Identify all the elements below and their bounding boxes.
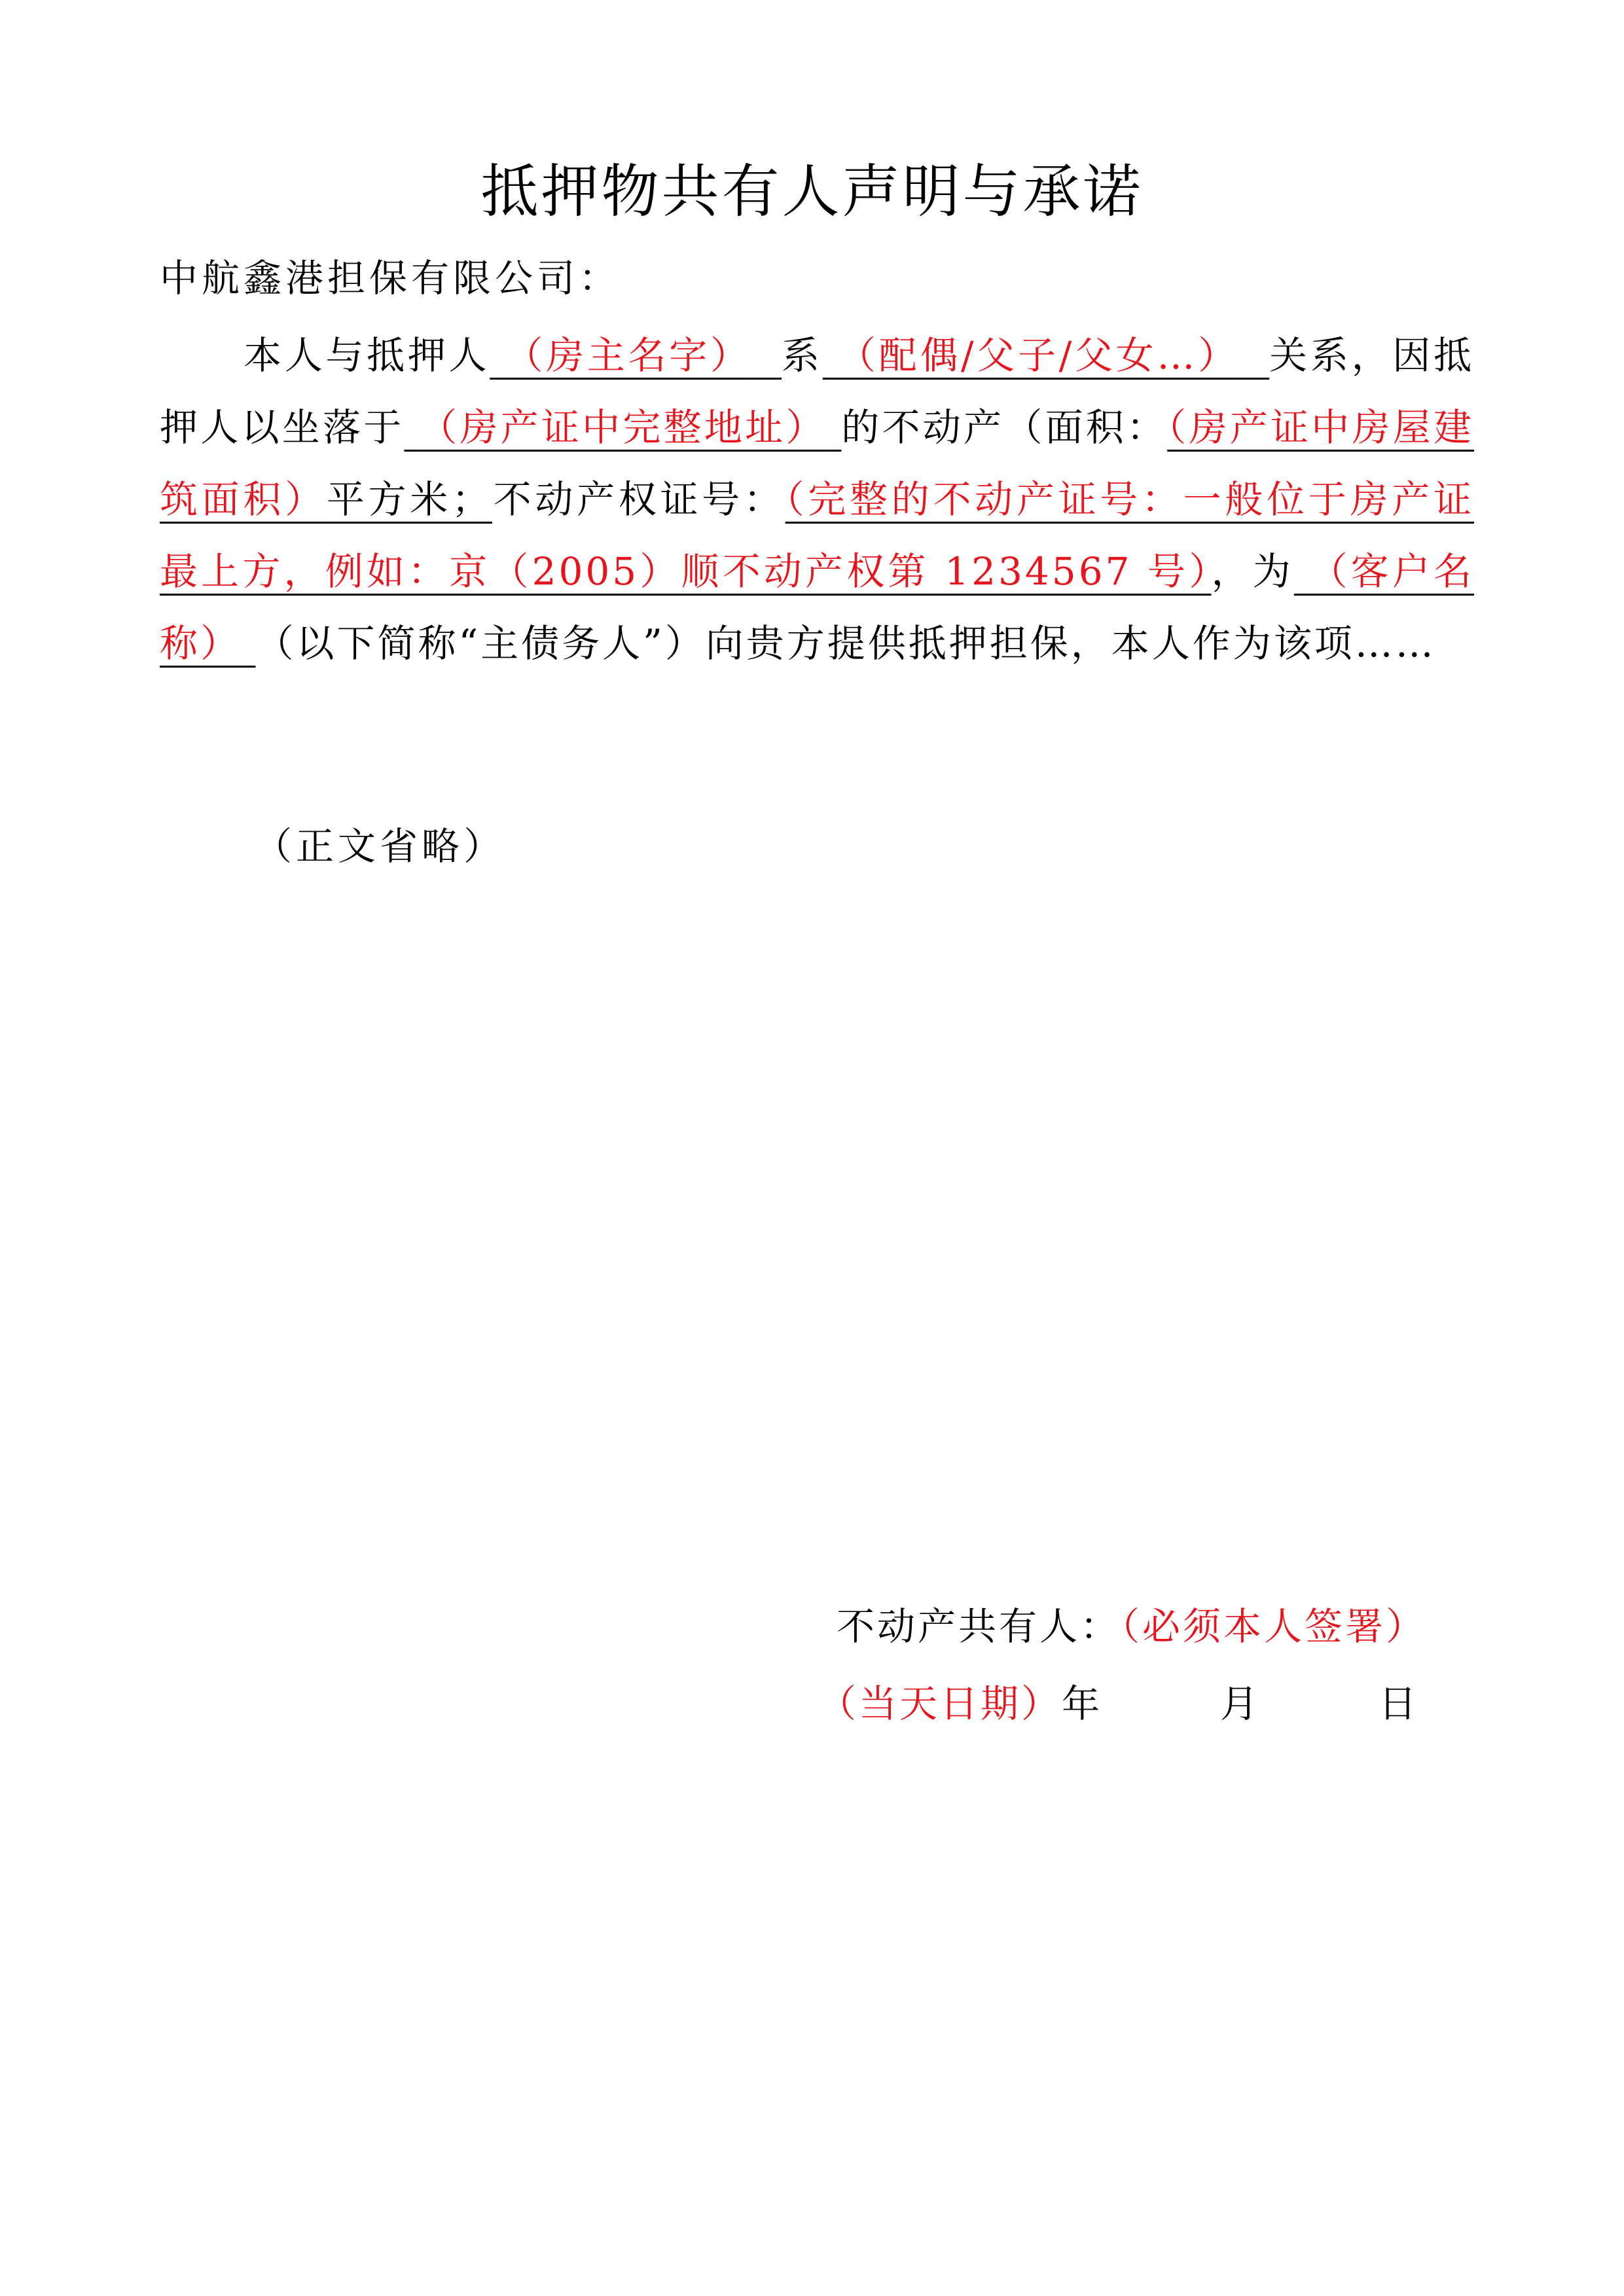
text-segment: 关系，因抵押人以坐落于 (160, 333, 1474, 450)
day-label: 日 (1379, 1681, 1420, 1726)
customer-name-placeholder: （客户名称） (160, 549, 1474, 666)
document-title: 抵押物共有人声明与承诺 (480, 158, 1144, 225)
declaration-paragraph (160, 319, 1474, 679)
date-placeholder: （当天日期） (818, 1681, 1062, 1726)
salutation: 中航鑫港担保有限公司： (160, 256, 621, 300)
year-label: 年 (1062, 1681, 1103, 1726)
text-segment: 系 (782, 333, 823, 378)
month-label: 月 (1220, 1681, 1261, 1726)
owner-name-placeholder: （房主名字） (505, 333, 751, 378)
omitted-note: （正文省略） (254, 824, 506, 869)
area-unit: 平方米； (326, 477, 492, 522)
text-segment: ，为 (1211, 549, 1294, 594)
area-placeholder: （房产证中房屋建筑面积） (160, 405, 1474, 522)
text-segment: （以下简称“主债务人”）向贵方提供抵押担保，本人作为该项…… (255, 621, 1436, 666)
text-segment: 不动产权证号： (492, 477, 785, 522)
text-segment: 的不动产（面积： (841, 405, 1168, 450)
text-segment: 本人与抵押人 (244, 333, 490, 378)
date-line (818, 1674, 1419, 1733)
owner-name-field (490, 333, 782, 378)
signature-line (837, 1597, 1426, 1656)
relationship-placeholder: （配偶/父子/父女…） (837, 333, 1239, 378)
certificate-number-placeholder: （完整的不动产证号：一般位于房产证最上方，例如：京（2005）顺不动产权第 1234567 号） (160, 477, 1474, 594)
address-field (404, 405, 841, 450)
signature-label: 不动产共有人： (837, 1604, 1121, 1649)
address-placeholder: （房产证中完整地址） (419, 405, 827, 450)
signature-placeholder: （必须本人签署） (1121, 1604, 1427, 1649)
relationship-field (823, 333, 1269, 378)
